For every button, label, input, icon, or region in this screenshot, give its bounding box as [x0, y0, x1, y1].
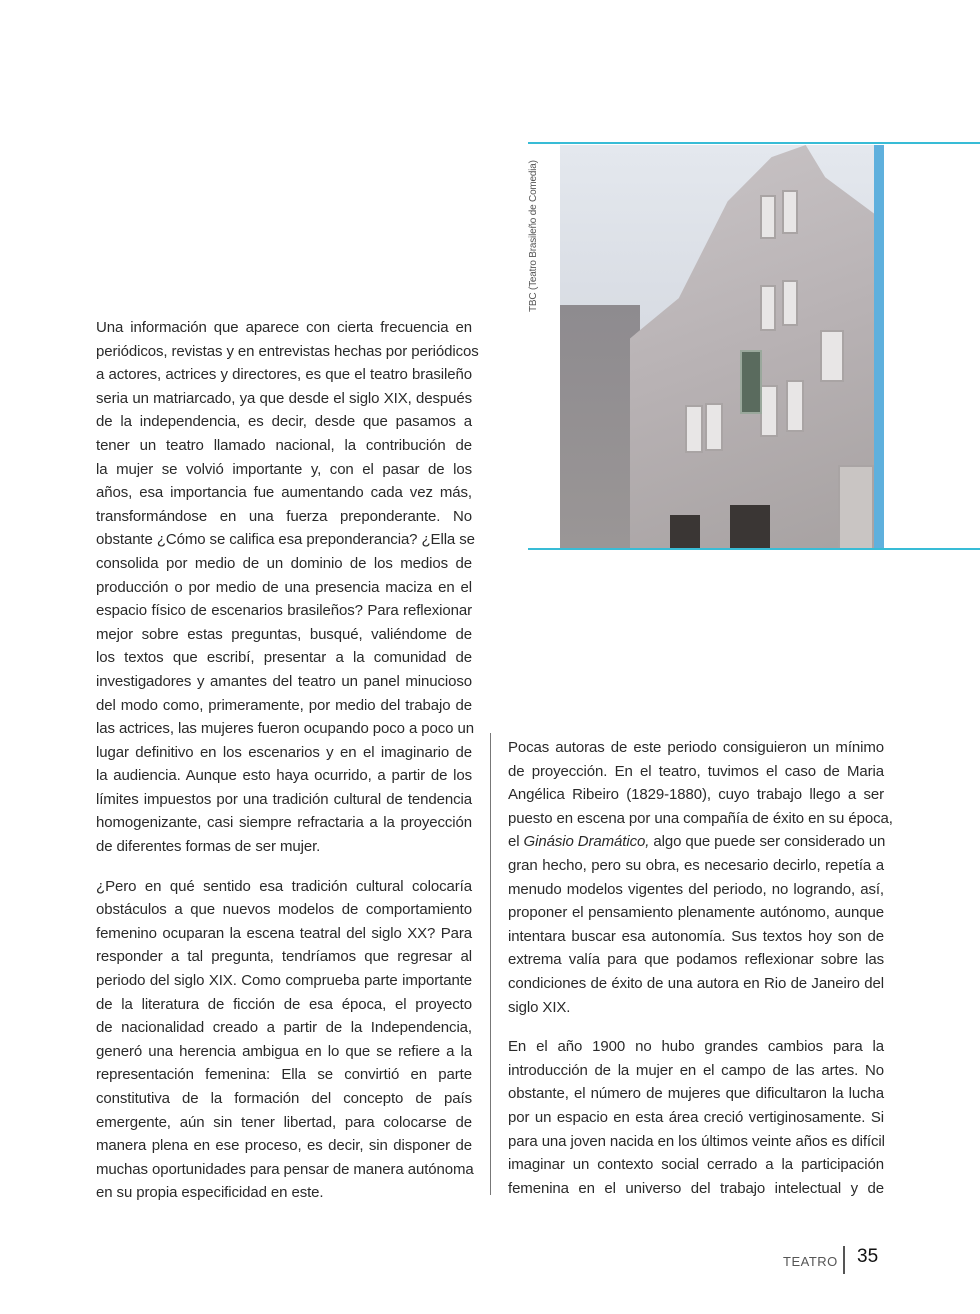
text-line: de proyección. En el teatro, tuvimos el caso de Maria — [508, 762, 884, 780]
text-line: del modo como, primeramente, por medio del trabajo de — [96, 696, 472, 714]
column-divider — [490, 733, 491, 1195]
text-line: ¿Pero en qué sentido esa tradición cultural colocaría — [96, 877, 472, 895]
text-line: seria un matriarcado, ya que desde el siglo XIX, después — [96, 389, 472, 407]
photo-window — [760, 385, 778, 437]
text-line: Angélica Ribeiro (1829-1880), cuyo trabajo llego a ser — [508, 786, 884, 804]
text-line: investigadores y amantes del teatro un panel minucioso — [96, 672, 472, 690]
footer-section-label: TEATRO — [783, 1254, 838, 1269]
photo-shutter — [838, 465, 874, 548]
text-line: para una joven nacida en los últimos veinte años es difícil — [508, 1132, 885, 1150]
text-line: generó una herencia ambigua en lo que se refiere a la — [96, 1042, 472, 1060]
text-line: periodo del siglo XIX. Como comprueba parte importante — [96, 972, 472, 990]
photo-window — [782, 280, 798, 326]
text-line: intentara buscar esa autonomía. Sus textos hoy son de — [508, 927, 884, 945]
text-line: consolida por medio de un dominio de los medios de — [96, 554, 472, 572]
left-column — [96, 316, 479, 1221]
text-line: lugar definitivo en los escenarios y en el imaginario de — [96, 743, 472, 761]
text-line: la mujer se volvió importante y, con el pasar de los — [96, 460, 472, 478]
paragraph — [96, 316, 479, 859]
text-line: puesto en escena por una compañía de éxito en su época, — [508, 809, 893, 827]
footer-divider — [843, 1246, 845, 1274]
photo-window — [685, 405, 703, 453]
right-column — [508, 736, 893, 1216]
text-line: constitutiva de la formación del concepto de país — [96, 1090, 472, 1107]
text-line: producción o por medio de una presencia maciza en el — [96, 578, 472, 596]
photo-window — [820, 330, 844, 382]
text-line: Pocas autoras de este periodo consiguieron un mínimo — [508, 739, 884, 756]
paragraph — [508, 1035, 884, 1200]
photo-window — [760, 195, 776, 239]
text-line: las actrices, las mujeres fueron ocupando poco a poco un — [96, 720, 474, 738]
text-line: emergente, aún sin tener libertad, para colocarse de — [96, 1113, 472, 1131]
theater-building-photo — [560, 145, 874, 548]
text-line: representación femenina: Ella se convirtió en parte — [96, 1066, 472, 1084]
text-line: homogenizante, casi siempre refractaria a la proyección — [96, 814, 472, 832]
text-line: años, esa importancia fue aumentando cada vez más, — [96, 484, 472, 502]
text-line: obstante, el número de mujeres que dificultaron la lucha — [508, 1085, 884, 1103]
text-line: tener un teatro llamado nacional, la contribución de — [96, 436, 472, 454]
text-line: de nacionalidad creado a partir de la Independencia, — [96, 1019, 472, 1037]
text-line: Una información que aparece con cierta frecuencia en — [96, 319, 472, 336]
text-line: los textos que escribí, presentar a la comunidad de — [96, 649, 472, 667]
text-line: en su propia especificidad en este. — [96, 1184, 324, 1202]
photo-door — [730, 505, 770, 548]
text-line: muchas oportunidades para pensar de manera autónoma — [96, 1160, 474, 1178]
photo-window — [786, 380, 804, 432]
text-line: siglo XIX. — [508, 998, 571, 1016]
text-line: por un espacio en esta área creció vertiginosamente. Si — [508, 1108, 884, 1126]
text-line: imaginar un contexto social cerrado a la participación — [508, 1156, 884, 1174]
photo-window — [705, 403, 723, 451]
text-line: femenina en el universo del trabajo intelectual y de — [508, 1179, 884, 1197]
text-line: de diferentes formas de ser mujer. — [96, 838, 321, 856]
figure-top-rule — [528, 142, 980, 144]
text-line: extrema valía para que podamos reflexionar sobre las — [508, 951, 884, 969]
text-line: de la literatura de ficción de esa época, el proyecto — [96, 995, 472, 1013]
photo-door — [670, 515, 700, 548]
text-line: introducción de la mujer en el campo de las artes. No — [508, 1061, 884, 1079]
paragraph — [508, 736, 893, 1019]
text-line: responder a tal pregunta, tendríamos que regresar al — [96, 948, 472, 966]
photo-neighbor-building — [560, 305, 640, 548]
text-line: obstáculos a que nuevos modelos de comportamiento — [96, 901, 472, 919]
text-line: la audiencia. Aunque esto haya ocurrido, a partir de los — [96, 767, 472, 785]
text-line: límites impuestos por una tradición cultural de tendencia — [96, 790, 472, 808]
figure-caption: TBC (Teatro Brasileño de Comedia) — [528, 160, 539, 312]
text-line: En el año 1900 no hubo grandes cambios para la — [508, 1038, 884, 1056]
photo-window — [760, 285, 776, 331]
text-line: femenino ocuparan la escena teatral del siglo XX? Para — [96, 924, 472, 942]
text-line: condiciones de éxito de una autora en Rio de Janeiro del — [508, 974, 884, 992]
page-number: 35 — [857, 1246, 879, 1267]
text-line: mejor sobre estas preguntas, busqué, valiéndome de — [96, 625, 472, 643]
paragraph — [96, 875, 472, 1205]
photo-window — [782, 190, 798, 234]
text-line: manera plena en ese proceso, es decir, sin disponer de — [96, 1137, 472, 1155]
figure-bottom-rule — [528, 548, 980, 550]
text-line: espacio físico de escenarios brasileños? Para reflexionar — [96, 602, 472, 620]
photo-tbc-sign — [740, 350, 762, 414]
text-line: periódicos, revistas y en entrevistas hechas por periódicos — [96, 342, 479, 360]
text-line: gran hecho, pero su obra, es necesario decirlo, repetía a — [508, 856, 884, 874]
figure-side-bar — [874, 145, 884, 548]
text-line: a actores, actrices y directores, es que el teatro brasileño — [96, 366, 472, 384]
text-line: proponer el pensamiento plenamente autónomo, aunque — [508, 904, 884, 922]
text-line: el Ginásio Dramático, algo que puede ser considerado un — [508, 833, 886, 851]
text-line: menudo modelos vigentes del periodo, no logrando, así, — [508, 880, 884, 898]
text-line: obstante ¿Cómo se califica esa preponderancia? ¿Ella se — [96, 531, 475, 549]
text-line: transformándose en una fuerza preponderante. No — [96, 507, 472, 525]
text-line: de la independencia, es decir, desde que pasamos a — [96, 413, 472, 431]
